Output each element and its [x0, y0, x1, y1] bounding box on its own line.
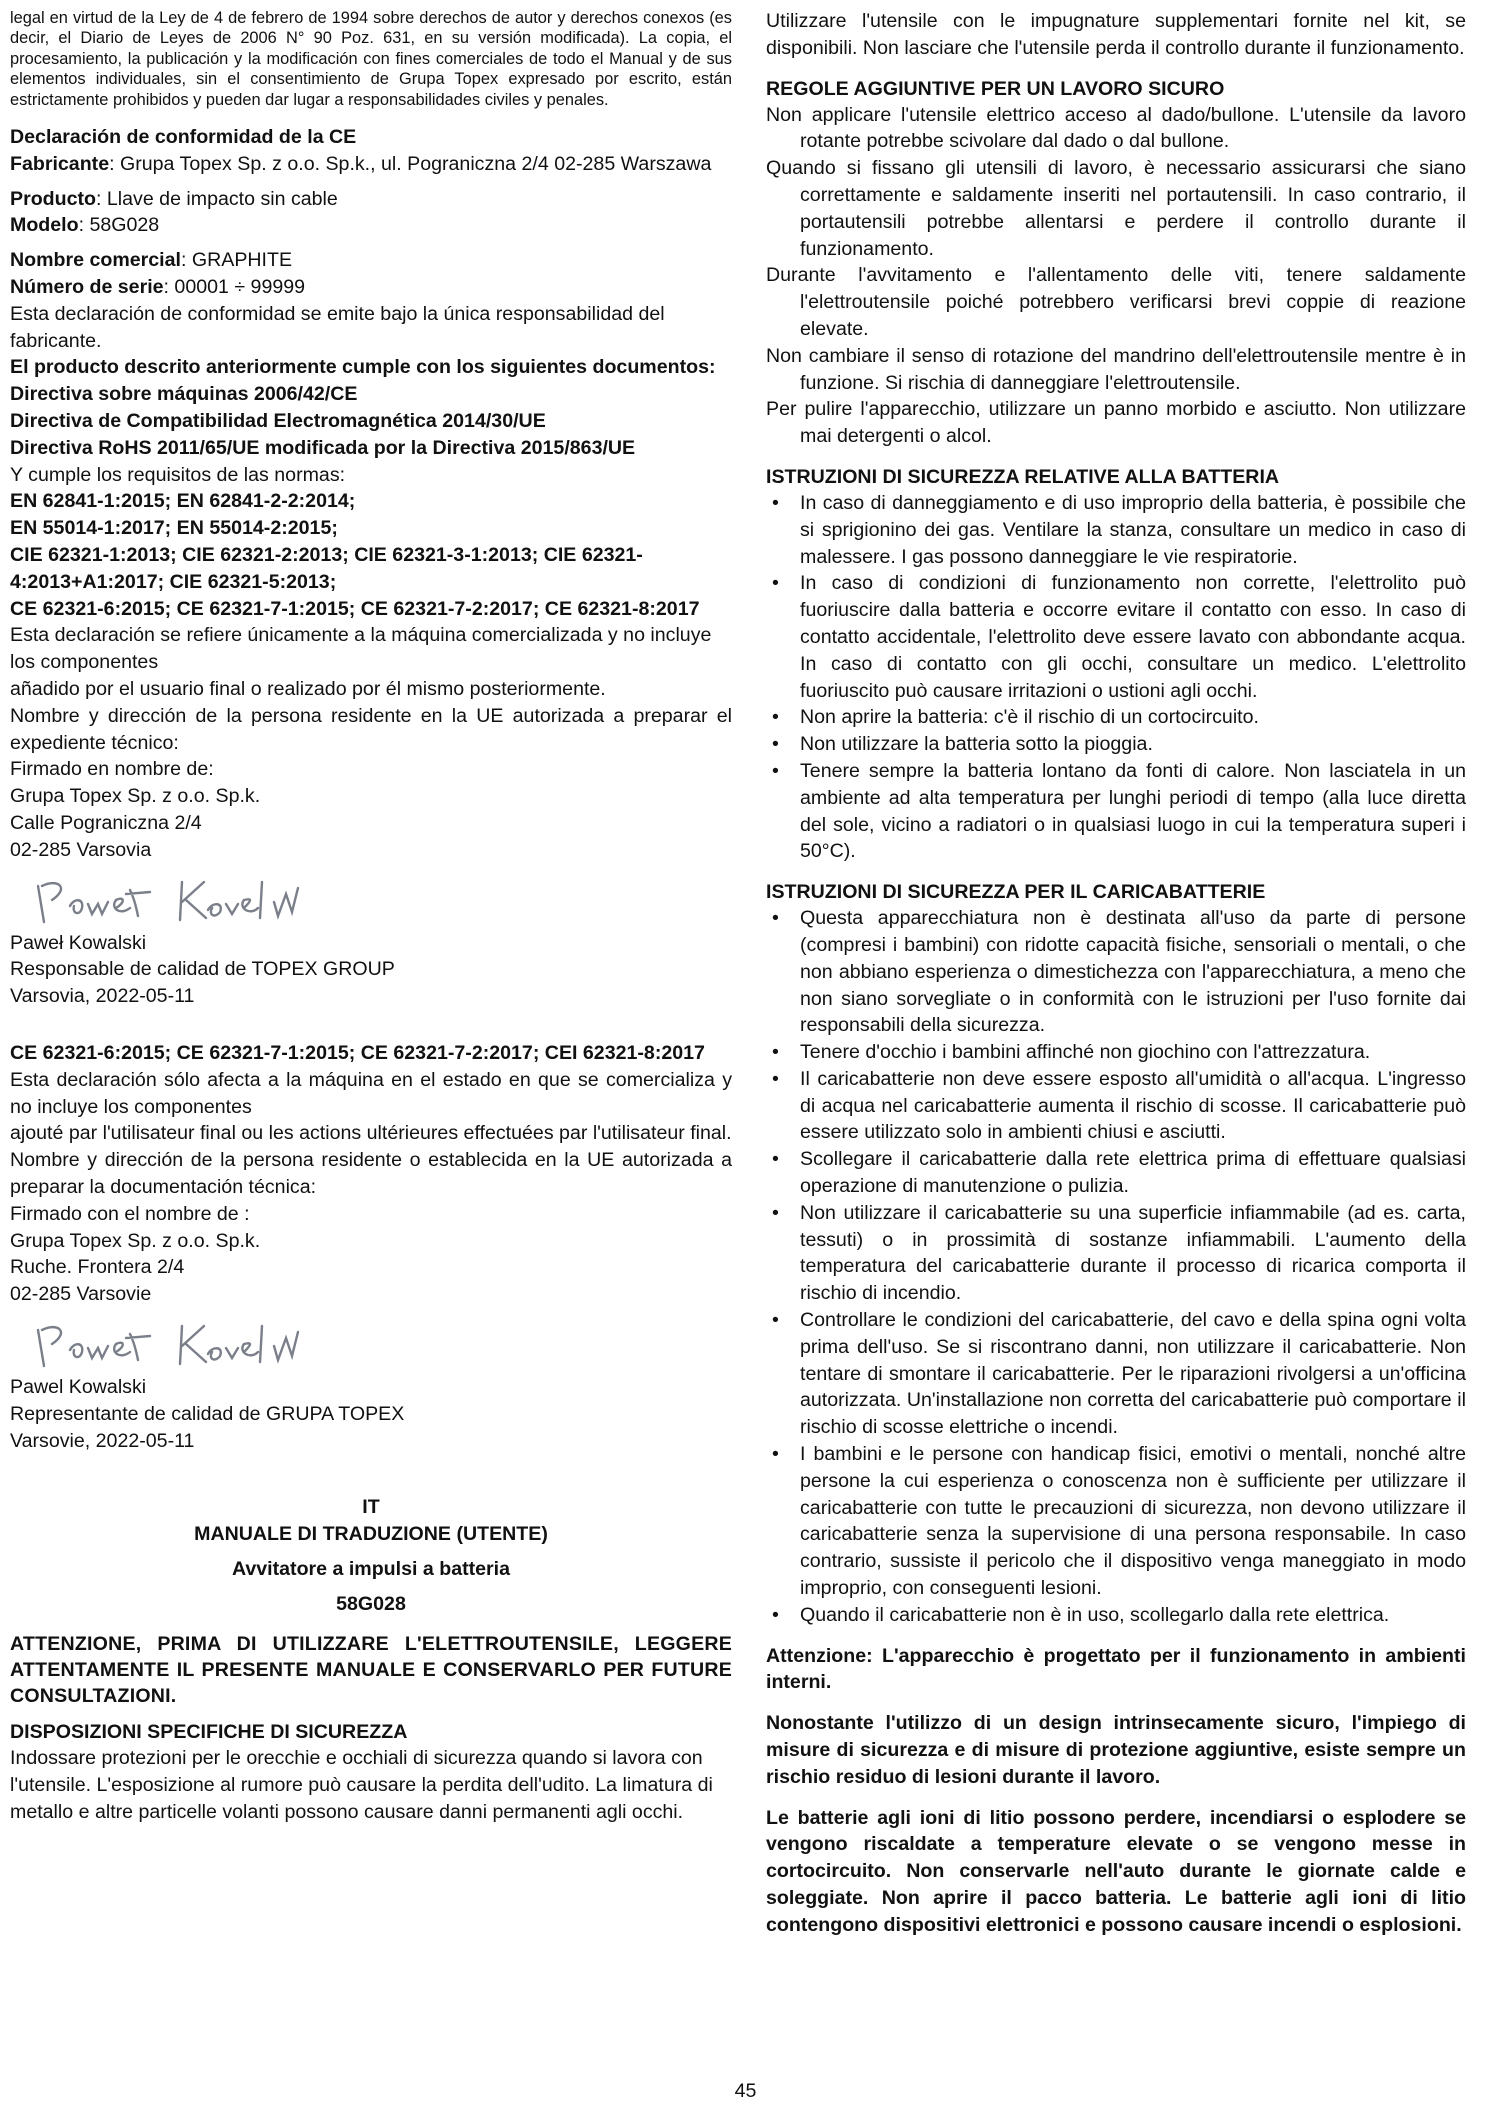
- scope-text-3: Esta declaración sólo afecta a la máquina en el estado en que se comercializa y no incluye los componentes: [10, 1068, 732, 1118]
- rule-item: Non cambiare il senso di rotazione del mandrino dell'elettroutensile mentre è in funzione. Si rischia di danneggiare l'elettroutensile.: [766, 344, 1466, 394]
- list-item: • Il caricabatterie non deve essere esposto all'umidità o all'acqua. L'ingresso di acqua nel caricabatterie aumenta il rischio di scosse. Il caricabatterie può essere utilizzato solo in ambienti chiusi e asciutti.: [766, 1066, 1466, 1146]
- city-1: 02-285 Varsovia: [10, 838, 152, 861]
- standards-intro: Y cumple los requisitos de las normas:: [10, 463, 346, 486]
- scope-text-4: ajouté par l'utilisateur final ou les actions ultérieures effectuées par l'utilisateur final.: [10, 1122, 732, 1145]
- list-item: • Non utilizzare la batteria sotto la pioggia.: [766, 731, 1466, 758]
- product-title: Avvitatore a impulsi a batteria: [231, 1557, 511, 1580]
- trade-name-line: [10, 247, 732, 274]
- handwritten-signature-icon: [30, 1312, 350, 1374]
- list-item: • Questa apparecchiatura non è destinata all'uso da parte di persone (compresi i bambini) con ridotte capacità fisiche, sensoriali o mentali, o che non abbiano esperienza o dimestichezza con l'apparecchiatura, a meno che non siano sorvegliate o in conformità con le istruzioni per l'uso fornite dai responsabili della sicurezza.: [766, 905, 1466, 1039]
- signatory-role-1: Responsable de calidad de TOPEX GROUP: [10, 958, 395, 981]
- charger-safety-list: [766, 905, 1466, 1629]
- model-number: 58G028: [336, 1592, 406, 1615]
- scope-text-1: Esta declaración se refiere únicamente a la máquina comercializada y no incluye los componentes: [10, 624, 712, 674]
- standard-line-2: EN 55014-1:2017; EN 55014-2:2015;: [10, 517, 338, 540]
- model-line: [10, 212, 732, 239]
- serial-value: : 00001 ÷ 99999: [163, 276, 306, 299]
- signatory-name-2: Pawel Kowalski: [10, 1375, 147, 1398]
- product-value: : Llave de impacto sin cable: [96, 187, 338, 210]
- list-item: • In caso di danneggiamento e di uso improprio della batteria, è possibile che si sprigionino dei gas. Ventilare la stanza, consultare un medico in caso di malessere. I gas possono danneggiare le vie respiratorie.: [766, 490, 1466, 570]
- signature-1: [10, 864, 732, 930]
- standard-line-4: CE 62321-6:2015; CE 62321-7-1:2015; CE 62321-7-2:2017; CE 62321-8:2017: [10, 597, 700, 620]
- list-item: • I bambini e le persone con handicap fisici, emotivi o mentali, nonché altre persone la cui esperienza o conoscenza non è sufficiente per utilizzare il caricabatterie con tutte le precauzioni di sicurezza, non devono utilizzare il caricabatterie senza la supervisione di una persona responsabile. In caso contrario, sussiste il pericolo che il dispositivo venga maneggiato in modo improprio, con conseguenti lesioni.: [766, 1441, 1466, 1602]
- list-item: • Scollegare il caricabatterie dalla rete elettrica prima di effettuare qualsiasi operazione di manutenzione o pulizia.: [766, 1146, 1466, 1200]
- rule-item: Non applicare l'utensile elettrico acceso al dado/bullone. L'utensile da lavoro rotante potrebbe scivolare dal dado o dal bullone.: [766, 103, 1466, 153]
- sign-date-1: Varsovia, 2022-05-11: [10, 985, 195, 1008]
- sign-date-2: Varsovie, 2022-05-11: [10, 1429, 195, 1452]
- directive-emc: Directiva de Compatibilidad Electromagnética 2014/30/UE: [10, 410, 546, 432]
- list-item: • Non aprire la batteria: c'è il rischio di un cortocircuito.: [766, 704, 1466, 731]
- list-item: • Quando il caricabatterie non è in uso, scollegarlo dalla rete elettrica.: [766, 1602, 1466, 1629]
- compliance-statement: El producto descrito anteriormente cumple con los siguientes documentos:: [10, 356, 716, 379]
- rule-item: Per pulire l'apparecchio, utilizzare un panno morbido e asciutto. Non utilizzare mai detergenti o alcol.: [766, 398, 1466, 448]
- right-column: [766, 8, 1466, 1939]
- serial-line: [10, 274, 732, 301]
- indoor-use-note: Attenzione: L'apparecchio è progettato per il funzionamento in ambienti interni.: [766, 1644, 1466, 1694]
- company-name-1: Grupa Topex Sp. z o.o. Sp.k.: [10, 785, 261, 808]
- model-label: Modelo: [10, 214, 79, 237]
- responsibility-text: Esta declaración de conformidad se emite bajo la única responsabilidad del fabricante.: [10, 302, 665, 352]
- list-item: • In caso di condizioni di funzionamento non corrette, l'elettrolito può fuoriuscire dalla batteria e occorre evitare il contatto con esso. In caso di contatto accidentale, l'elettrolito deve essere lavato con abbondante acqua. In caso di contatto con gli occhi, consultare un medico. L'elettrolito fuoriuscito può causare irritazioni o ustioni agli occhi.: [766, 570, 1466, 704]
- list-item: • Tenere sempre la batteria lontano da fonti di calore. Non lasciatela in un ambiente ad alta temperatura per lunghi periodi di tempo (alla luce diretta del sole, vicino a radiatori o in qualsiasi luogo in cui la temperatura superi i 50°C).: [766, 758, 1466, 865]
- directive-machinery: Directiva sobre máquinas 2006/42/CE: [10, 383, 358, 406]
- street-2: Ruche. Frontera 2/4: [10, 1256, 185, 1279]
- manufacturer-value: : Grupa Topex Sp. z o.o. Sp.k., ul. Pograniczna 2/4 02-285 Warszawa: [109, 152, 712, 175]
- list-item: • Controllare le condizioni del caricabatterie, del cavo e della spina ogni volta prima dell'uso. Se si riscontrano danni, non utilizzare il caricabatterie. Non tentare di smontare il caricabatterie. Per le riparazioni rivolgersi a un'officina autorizzata. Un'installazione non corretta del caricabatterie può comportare il rischio di scosse elettriche o incendi.: [766, 1307, 1466, 1441]
- lithium-battery-warning: Le batterie agli ioni di litio possono perdere, incendiarsi o esplodere se vengono riscaldate a temperature elevate o se vengono messe in cortocircuito. Non conservarle nell'auto durante le giornate calde e soleggiate. Non aprire il pacco batteria. Le batterie agli ioni di litio contengono dispositivi elettronici e possono causare incendi o esplosioni.: [766, 1806, 1466, 1936]
- residual-risk-note: Nonostante l'utilizzo di un design intrinsecamente sicuro, l'impiego di misure di sicurezza e di misure di protezione aggiuntive, esiste sempre un rischio residuo di lesioni durante il lavoro.: [766, 1712, 1466, 1788]
- authorized-person-text-1: Nombre y dirección de la persona residente en la UE autorizada a preparar el expediente técnico:: [10, 704, 732, 754]
- product-label: Producto: [10, 187, 96, 210]
- manual-title: MANUALE DI TRADUZIONE (UTENTE): [194, 1523, 548, 1546]
- battery-safety-heading: ISTRUZIONI DI SICUREZZA RELATIVE ALLA BATTERIA: [766, 465, 1280, 488]
- language-code: IT: [362, 1496, 380, 1519]
- rule-item: Durante l'avvitamento e l'allentamento delle viti, tenere saldamente l'elettroutensile poiché potrebbero verificarsi brevi coppie di reazione elevate.: [766, 264, 1466, 340]
- signatory-name-1: Paweł Kowalski: [10, 931, 147, 954]
- warning-read-manual: ATTENZIONE, PRIMA DI UTILIZZARE L'ELETTROUTENSILE, LEGGERE ATTENTAMENTE IL PRESENTE MANUALE E CONSERVARLO PER FUTURE CONSULTAZIONI.: [10, 1633, 732, 1708]
- standard-line-1: EN 62841-1:2015; EN 62841-2-2:2014;: [10, 490, 356, 513]
- declaration-heading: Declaración de conformidad de la CE: [10, 126, 357, 149]
- standard-line-3: CIE 62321-1:2013; CIE 62321-2:2013; CIE 62321-3-1:2013; CIE 62321-4:2013+A1:2017; CIE 62321-5:2013;: [10, 543, 643, 593]
- city-2: 02-285 Varsovie: [10, 1283, 152, 1306]
- specific-safety-text: Indossare protezioni per le orecchie e occhiali di sicurezza quando si lavora con l'utensile. L'esposizione al rumore può causare la perdita dell'udito. La limatura di metallo e altre particelle volanti possono causare danni permanenti agli occhi.: [10, 1747, 713, 1824]
- authorized-person-text-2: Nombre y dirección de la persona residente o establecida en la UE autorizada a preparar la documentación técnica:: [10, 1149, 732, 1198]
- charger-safety-heading: ISTRUZIONI DI SICUREZZA PER IL CARICABATTERIE: [766, 881, 1266, 904]
- rule-item: Quando si fissano gli utensili di lavoro, è necessario assicurarsi che siano correttamente e saldamente inseriti nel portautensili. In caso contrario, il portautensili potrebbe allentarsi e perdere il controllo durante il funzionamento.: [766, 157, 1466, 260]
- specific-safety-heading: DISPOSIZIONI SPECIFICHE DI SICUREZZA: [10, 1721, 408, 1744]
- model-value: : 58G028: [78, 214, 160, 237]
- intro-text: Utilizzare l'utensile con le impugnature supplementari fornite nel kit, se disponibili. Non lasciare che l'utensile perda il controllo durante il funzionamento.: [766, 10, 1466, 59]
- page-number: 45: [734, 2080, 757, 2102]
- manufacturer-label: Fabricante: [10, 152, 110, 175]
- list-item: • Non utilizzare il caricabatterie su una superficie infiammabile (ad es. carta, tessuti) o in prossimità di sostanze infiammabili. L'aumento della temperatura del caricabatterie durante il processo di ricarica comporta il rischio di incendio.: [766, 1200, 1466, 1307]
- additional-rules-heading: REGOLE AGGIUNTIVE PER UN LAVORO SICURO: [766, 77, 1225, 100]
- product-line: [10, 186, 732, 213]
- standard-line-repeat: CE 62321-6:2015; CE 62321-7-1:2015; CE 62321-7-2:2017; CEI 62321-8:2017: [10, 1041, 705, 1064]
- handwritten-signature-icon: [30, 868, 350, 930]
- trade-name-label: Nombre comercial: [10, 249, 181, 272]
- scope-text-2: añadido por el usuario final o realizado por él mismo posteriormente.: [10, 677, 606, 700]
- company-name-2: Grupa Topex Sp. z o.o. Sp.k.: [10, 1229, 261, 1252]
- serial-label: Número de serie: [10, 276, 164, 299]
- signature-2: [10, 1308, 732, 1374]
- street-1: Calle Pograniczna 2/4: [10, 811, 202, 834]
- signed-on-behalf-2: Firmado con el nombre de :: [10, 1202, 250, 1225]
- signed-on-behalf-1: Firmado en nombre de:: [10, 758, 214, 781]
- directive-rohs: Directiva RoHS 2011/65/UE modificada por la Directiva 2015/863/UE: [10, 436, 636, 459]
- copyright-notice: legal en virtud de la Ley de 4 de febrero de 1994 sobre derechos de autor y derechos conexos (es decir, el Diario de Leyes de 2006 N° 90 Poz. 631, en su versión modificada). La copia, el procesamiento, la publicación y la modificación con fines comerciales de todo el Manual y de sus elementos individuales, sin el consentimiento de Grupa Topex expresado por escrito, están estrictamente prohibidos y pueden dar lugar a responsabilidades civiles y penales.: [10, 9, 732, 109]
- trade-name-value: : GRAPHITE: [180, 249, 293, 272]
- manufacturer-line: [10, 151, 732, 178]
- list-item: • Tenere d'occhio i bambini affinché non giochino con l'attrezzatura.: [766, 1039, 1466, 1066]
- signatory-role-2: Representante de calidad de GRUPA TOPEX: [10, 1402, 405, 1425]
- battery-safety-list: [766, 490, 1466, 865]
- left-column: [10, 8, 732, 1826]
